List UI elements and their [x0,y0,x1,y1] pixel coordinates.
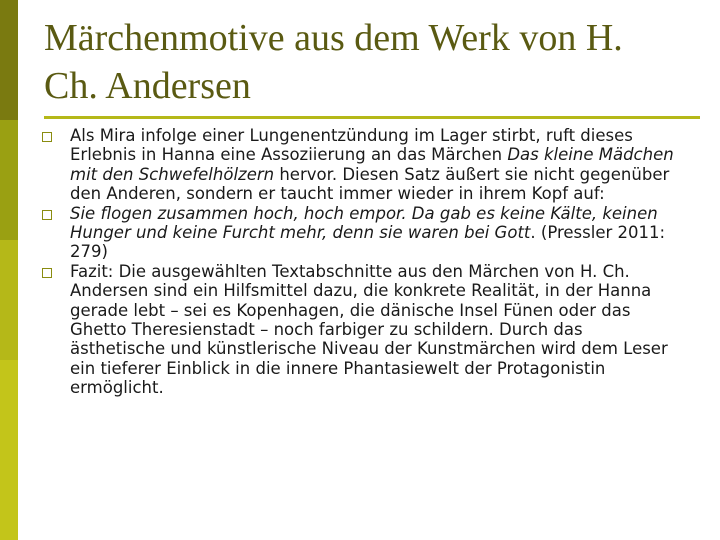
sidebar-segment [0,0,18,120]
bullet-list [42,126,682,398]
bullet-text: . (Pressler 2011: 279) [70,223,666,262]
title-underline [44,116,700,119]
sidebar-segment [0,120,18,240]
sidebar-segment [0,240,18,360]
slide-title: Märchenmotive aus dem Werk von H. Ch. Andersen [44,17,623,107]
bullet-italic-text: Sie flogen zusammen hoch, hoch empor. Da gab es keine Kälte, keinen Hunger und keine Furcht mehr, denn sie waren bei Gott [70,203,658,243]
list-item [42,204,682,262]
square-bullet-icon [42,132,52,142]
bullet-text: Als Mira infolge einer Lungenentzündung im Lager stirbt, ruft dieses Erlebnis in Hanna eine Assoziierung an das Märchen [70,126,633,165]
square-bullet-icon [42,210,52,220]
bullet-text: hervor. Diesen Satz äußert sie nicht gegenüber den Anderen, sondern er taucht immer wieder in ihrem Kopf auf: [70,164,670,204]
bullet-italic-text: Das kleine Mädchen mit den Schwefelhölzern [70,145,674,184]
list-item [42,126,682,204]
sidebar-segment [0,360,18,540]
square-bullet-icon [42,268,52,278]
list-item [42,262,682,398]
sidebar-decoration [0,0,18,540]
bullet-text: Fazit: Die ausgewählten Textabschnitte aus den Märchen von H. Ch. Andersen sind ein Hilfsmittel dazu, die konkrete Realität, in der Hanna gerade lebt – sei es Kopenhagen, die dänische Insel Fünen oder das Ghetto Theresienstadt – noch farbiger zu schildern. Durch das ästhetische und künstlerische Niveau der Kunstmärchen wird dem Leser ein tieferer Einblick in die innere Phantasiewelt der Protagonistin ermöglicht. [70,261,668,398]
